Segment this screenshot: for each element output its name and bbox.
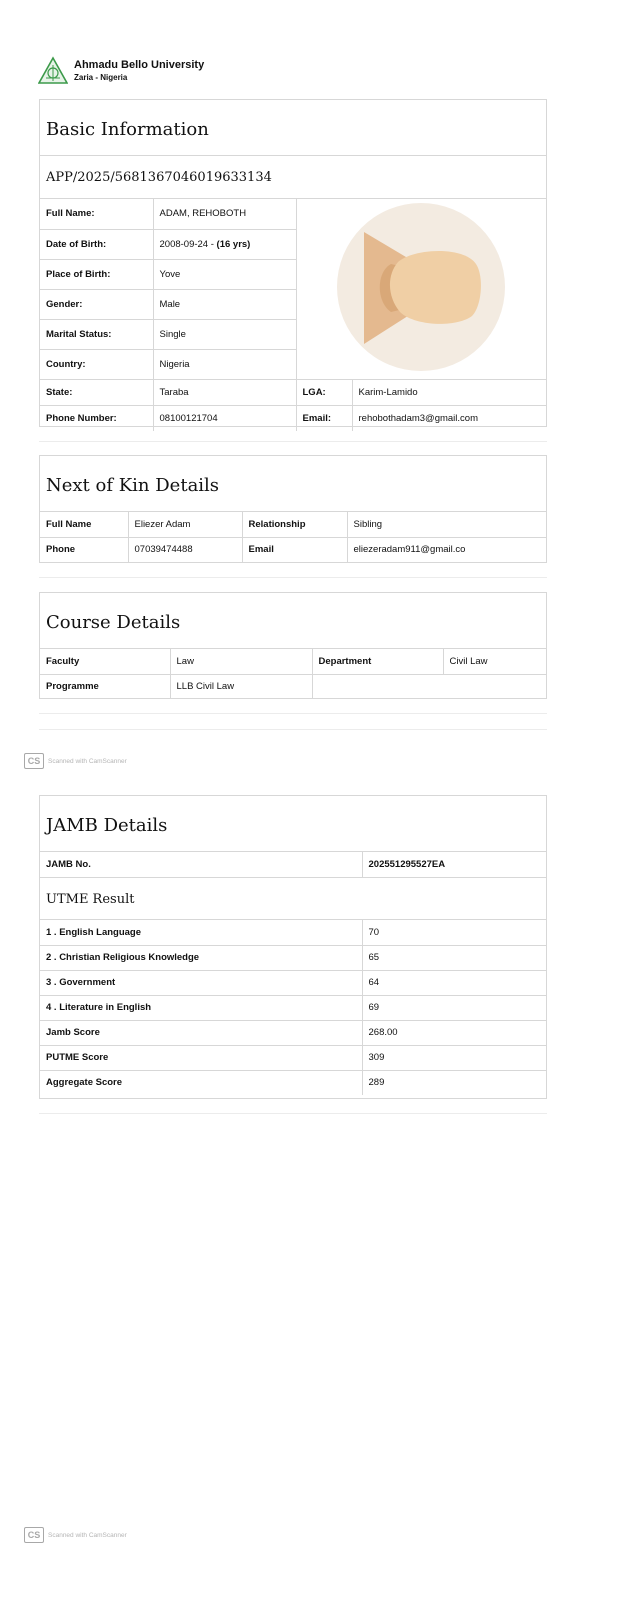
full-name-value: ADAM, REHOBOTH (153, 199, 296, 229)
table-row (40, 1045, 546, 1070)
university-header (38, 56, 204, 86)
kin-relationship-value: Sibling (347, 512, 546, 537)
jamb-details-title: JAMB Details (40, 796, 546, 852)
faculty-value: Law (170, 649, 312, 674)
kin-email-label: Email (242, 537, 347, 562)
next-of-kin-card (39, 455, 547, 563)
section-divider (39, 713, 547, 714)
programme-value: LLB Civil Law (170, 674, 312, 699)
phone-label: Phone Number: (40, 405, 153, 431)
pob-label: Place of Birth: (40, 259, 153, 289)
subject-score: 69 (362, 995, 546, 1020)
email-label: Email: (296, 405, 352, 431)
table-row (40, 945, 546, 970)
subject-name: 2 . Christian Religious Knowledge (40, 945, 362, 970)
basic-info-table (40, 199, 546, 431)
kin-name-value: Eliezer Adam (128, 512, 242, 537)
course-details-table (40, 649, 546, 699)
next-of-kin-table (40, 512, 546, 562)
camscanner-logo-icon: CS (24, 753, 44, 769)
subject-name: 4 . Literature in English (40, 995, 362, 1020)
kin-phone-label: Phone (40, 537, 128, 562)
table-row (40, 995, 546, 1020)
kin-name-label: Full Name (40, 512, 128, 537)
programme-label: Programme (40, 674, 170, 699)
university-logo-icon (38, 56, 68, 86)
phone-value: 08100121704 (153, 405, 296, 431)
section-divider (39, 1113, 547, 1114)
course-details-title: Course Details (40, 593, 546, 649)
course-details-card (39, 592, 547, 699)
basic-information-card (39, 99, 547, 427)
lga-value: Karim-Lamido (352, 379, 546, 405)
subject-name: 1 . English Language (40, 920, 362, 945)
section-divider (39, 441, 547, 442)
jamb-no-label: JAMB No. (40, 852, 362, 877)
avatar (336, 202, 506, 372)
lga-label: LGA: (296, 379, 352, 405)
state-label: State: (40, 379, 153, 405)
subject-score: 70 (362, 920, 546, 945)
basic-information-title: Basic Information (40, 100, 546, 156)
jamb-no-value: 202551295527EA (362, 852, 546, 877)
marital-status-value: Single (153, 319, 296, 349)
camscanner-watermark (24, 753, 127, 769)
dob-label: Date of Birth: (40, 229, 153, 259)
state-value: Taraba (153, 379, 296, 405)
subject-name: 3 . Government (40, 970, 362, 995)
university-name: Ahmadu Bello University (74, 59, 205, 71)
camscanner-text: Scanned with CamScanner (48, 1531, 127, 1539)
utme-result-title: UTME Result (40, 877, 546, 920)
camscanner-text: Scanned with CamScanner (48, 757, 127, 765)
camscanner-watermark (24, 1527, 127, 1543)
jamb-details-card (39, 795, 547, 1099)
department-value: Civil Law (443, 649, 546, 674)
section-divider (39, 577, 547, 578)
email-value: rehobothadam3@gmail.com (352, 405, 546, 431)
country-label: Country: (40, 349, 153, 379)
camscanner-logo-icon: CS (24, 1527, 44, 1543)
kin-relationship-label: Relationship (242, 512, 347, 537)
photo-cell (296, 199, 546, 379)
table-row (40, 1020, 546, 1045)
putme-score-value: 309 (362, 1045, 546, 1070)
subject-score: 64 (362, 970, 546, 995)
aggregate-score-value: 289 (362, 1070, 546, 1095)
aggregate-score-label: Aggregate Score (40, 1070, 362, 1095)
gender-value: Male (153, 289, 296, 319)
university-location: Zaria - Nigeria (74, 73, 128, 82)
section-divider (39, 729, 547, 730)
dob-value: 2008-09-24 - (16 yrs) (153, 229, 296, 259)
department-label: Department (312, 649, 443, 674)
pob-value: Yove (153, 259, 296, 289)
country-value: Nigeria (153, 349, 296, 379)
faculty-label: Faculty (40, 649, 170, 674)
utme-result-table (40, 920, 546, 1095)
table-row (40, 920, 546, 945)
age-value: (16 yrs) (216, 238, 251, 250)
empty-cell (312, 674, 546, 699)
gender-label: Gender: (40, 289, 153, 319)
next-of-kin-title: Next of Kin Details (40, 456, 546, 512)
jamb-score-label: Jamb Score (40, 1020, 362, 1045)
marital-status-label: Marital Status: (40, 319, 153, 349)
full-name-label: Full Name: (40, 199, 153, 229)
jamb-number-table (40, 852, 546, 877)
kin-phone-value: 07039474488 (128, 537, 242, 562)
putme-score-label: PUTME Score (40, 1045, 362, 1070)
kin-email-value: eliezeradam911@gmail.co (347, 537, 546, 562)
table-row (40, 970, 546, 995)
application-id: APP/2025/5681367046019633134 (40, 156, 546, 199)
table-row (40, 1070, 546, 1095)
jamb-score-value: 268.00 (362, 1020, 546, 1045)
subject-score: 65 (362, 945, 546, 970)
